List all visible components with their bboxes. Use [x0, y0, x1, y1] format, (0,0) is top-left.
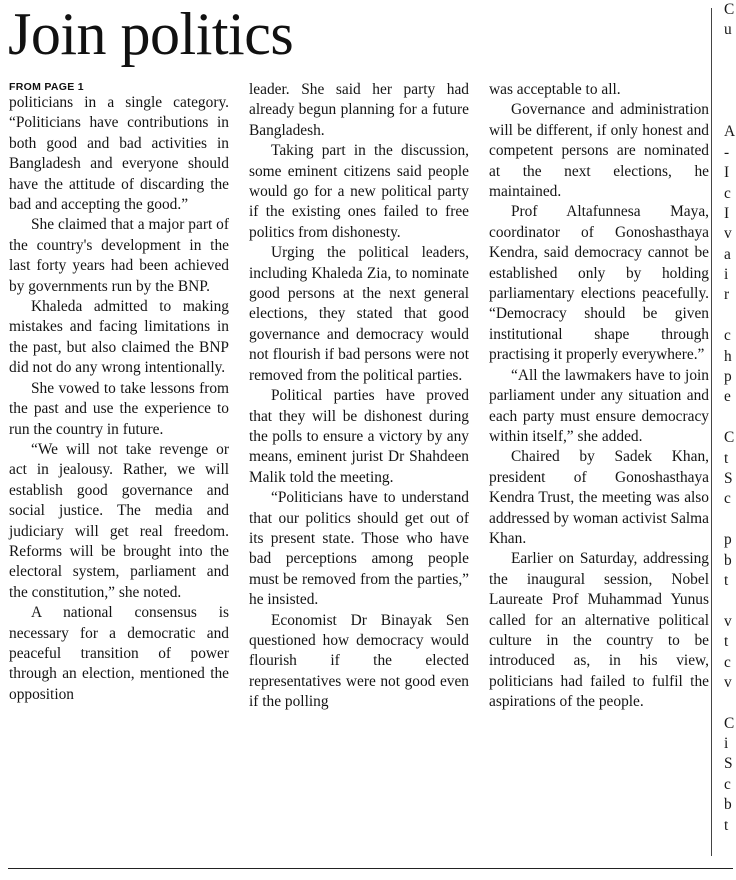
paragraph: “All the lawmakers have to join parliament under any situation and each party must ensure democracy within itself,” she added.: [489, 366, 709, 445]
paragraph: was acceptable to all.: [489, 81, 621, 98]
paragraph: Khaleda admitted to making mistakes and facing limitations in the past, but also claimed the BNP did not do any wrong intentionally.: [9, 298, 229, 377]
clipped-letter: v: [724, 673, 732, 691]
paragraph: Political parties have proved that they will be dishonest during the polls to ensure a victory by any means, eminent jurist Dr Shahdeen Malik told the meeting.: [249, 387, 469, 486]
paragraph: She claimed that a major part of the country's development in the last forty years had been achieved by governments run by the BNP.: [9, 216, 229, 295]
paragraph: Prof Altafunnesa Maya, coordinator of Gonoshasthaya Kendra, said democracy cannot be established only by holding parliamentary elections peacefully. “Democracy should be given institutional shape through practising it properly everywhere.”: [489, 203, 709, 364]
clipped-letter: h: [724, 347, 732, 365]
clipped-letter: [724, 408, 736, 428]
paragraph: “We will not take revenge or act in jealousy. Rather, we will establish good governance and social justice. The media and judiciary will get real freedom. Reforms will be brought into the electoral system, parliament and the constitution,” she noted.: [9, 440, 229, 601]
clipped-letter: t: [724, 816, 729, 834]
clipped-letter: C: [724, 429, 735, 447]
clipped-letter: -: [724, 143, 730, 161]
clipped-letter: A: [724, 123, 736, 141]
clipped-letter: i: [724, 735, 729, 753]
clipped-letter: r: [724, 286, 730, 304]
clipped-letter: [724, 41, 736, 61]
clipped-letter: a: [724, 245, 731, 263]
clipped-letter: c: [724, 775, 731, 793]
clipped-letter: b: [724, 796, 732, 814]
clipped-letter: c: [724, 653, 731, 671]
paragraph: Taking part in the discussion, some eminent citizens said people would go for a new political party if the existing ones failed to free politics from dishonesty.: [249, 142, 469, 241]
clipped-letter: S: [724, 469, 733, 487]
article-column-3: [489, 80, 709, 713]
clipped-letter: C: [724, 714, 735, 732]
paragraph: “Politicians have to understand that our politics should get out of its present state. Those who have bad perceptions among people must be removed from the parties,” he insisted.: [249, 489, 469, 609]
clipped-letter: i: [724, 266, 729, 284]
from-page-label: FROM PAGE 1: [9, 81, 84, 93]
clipped-letter: [724, 102, 736, 122]
clipped-letter: [724, 510, 736, 530]
paragraph: Urging the political leaders, including Khaleda Zia, to nominate good persons at the next general elections, they stated that good governance and democracy would not flourish if bad persons were not removed from the political parties.: [249, 244, 469, 384]
clipped-letter: [724, 306, 736, 326]
paragraph: Governance and administration will be different, if only honest and competent persons are nominated at the next elections, he maintained.: [489, 101, 709, 201]
clipped-letter: c: [724, 490, 731, 508]
clipped-letter: [724, 693, 736, 713]
bottom-rule: [8, 868, 733, 869]
clipped-letter: I: [724, 204, 730, 222]
clipped-letter: t: [724, 633, 729, 651]
clipped-letter: v: [724, 612, 732, 630]
article-column-1: [9, 80, 229, 705]
clipped-letter: b: [724, 551, 732, 569]
clipped-letter: [724, 82, 736, 102]
paragraph: Earlier on Saturday, addressing the inaugural session, Nobel Laureate Prof Muhammad Yunus called for an alternative political culture in the country to be introduced as, in his view, politicians had failed to fulfil the aspirations of the people.: [489, 550, 709, 711]
column-divider: [711, 8, 712, 856]
clipped-letter: p: [724, 368, 732, 386]
paragraph: Economist Dr Binayak Sen questioned how democracy would flourish if the elected representatives were not good even if the polling: [249, 611, 469, 711]
clipped-letter: S: [724, 755, 733, 773]
clipped-letter: t: [724, 571, 729, 589]
clipped-letter: [724, 61, 736, 81]
paragraph: She vowed to take lessons from the past and use the experience to run the country in future.: [9, 379, 229, 438]
article-column-2: [249, 80, 469, 713]
clipped-letter: e: [724, 388, 731, 406]
headline: Join politics: [8, 1, 294, 67]
clipped-letter: p: [724, 531, 732, 549]
paragraph: leader. She said her party had already begun planning for a future Bangladesh.: [249, 81, 469, 139]
adjacent-article-edge: [724, 0, 736, 836]
paragraph: A national consensus is necessary for a democratic and peaceful transition of power through an election, mentioned the opposition: [9, 604, 229, 703]
clipped-letter: C: [724, 1, 735, 18]
clipped-letter: t: [724, 449, 729, 467]
clipped-letter: c: [724, 327, 731, 345]
paragraph: Chaired by Sadek Khan, president of Gonoshasthaya Kendra Trust, the meeting was also addressed by woman activist Salma Khan.: [489, 448, 709, 547]
clipped-letter: I: [724, 164, 730, 182]
clipped-letter: [724, 591, 736, 611]
paragraph: politicians in a single category. “Politicians have contributions in both good and bad activities in Bangladesh and everyone should have the attitude of discarding the bad and accepting the good.”: [9, 94, 229, 214]
clipped-letter: c: [724, 184, 731, 202]
clipped-letter: v: [724, 225, 732, 243]
clipped-letter: u: [724, 21, 732, 39]
